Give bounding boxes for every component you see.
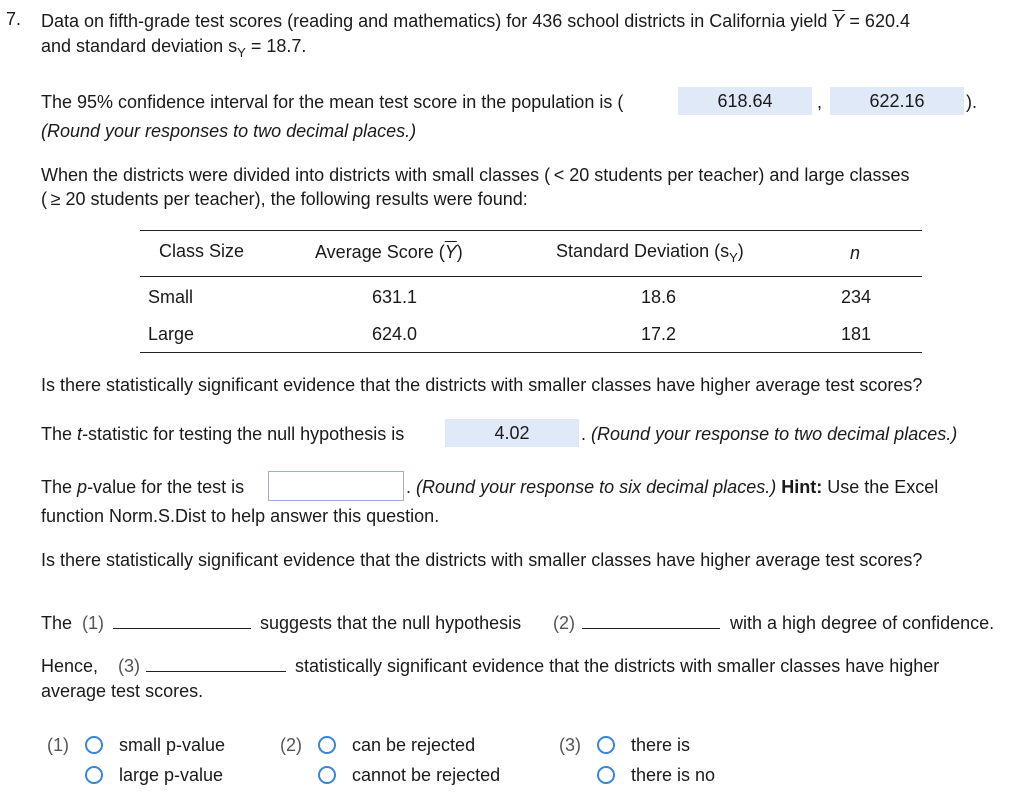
table-header-rule bbox=[140, 276, 922, 277]
option-cannot-be-rejected[interactable]: cannot be rejected bbox=[352, 765, 501, 785]
ci-upper-input[interactable]: 622.16 bbox=[830, 87, 964, 115]
pvalue-input[interactable] bbox=[268, 471, 404, 501]
row-small-class: Small bbox=[148, 287, 194, 307]
table-bottom-rule bbox=[140, 352, 922, 353]
header-n: n bbox=[850, 243, 861, 263]
header-sd-text: Standard Deviation (s bbox=[556, 241, 730, 261]
radio-cannot-be-rejected[interactable] bbox=[318, 766, 336, 784]
tstat-round-note: (Round your response to two decimal places.) bbox=[591, 424, 958, 444]
tstat-note-line bbox=[581, 424, 957, 445]
row-small-n: 234 bbox=[841, 287, 872, 307]
header-ybar-symbol: $\overline{Y}$ bbox=[444, 242, 457, 262]
header-sd-close: ) bbox=[737, 241, 744, 261]
sentence-mid-1: suggests that the null hypothesis bbox=[260, 613, 522, 633]
division-text-2: ( ≥ 20 students per teacher), the following results were found: bbox=[41, 189, 528, 209]
pvalue-the: The bbox=[41, 477, 73, 497]
row-small-sd: 18.6 bbox=[641, 287, 677, 307]
blank-2-label: (2) bbox=[553, 613, 575, 633]
sentence-the: The bbox=[41, 613, 73, 633]
ybar-symbol: $\overline{Y}$ bbox=[832, 11, 845, 31]
pvalue-round-note: (Round your response to six decimal places.) bbox=[416, 477, 777, 497]
row-large-avg: 624.0 bbox=[372, 324, 418, 344]
sentence-line-2: average test scores. bbox=[41, 681, 204, 701]
tstat-input[interactable]: 4.02 bbox=[445, 419, 579, 447]
hint-text: Use the Excel bbox=[827, 477, 939, 497]
ci-lower-input[interactable]: 618.64 bbox=[678, 87, 812, 115]
row-large-class: Large bbox=[148, 324, 195, 344]
table-top-rule bbox=[140, 230, 922, 231]
tstat-dot: . bbox=[581, 424, 587, 444]
option-group-2-label: (2) bbox=[280, 735, 302, 755]
radio-there-is[interactable] bbox=[597, 736, 615, 754]
option-group-3-label: (3) bbox=[559, 735, 581, 755]
ci-comma: , bbox=[817, 92, 823, 112]
pvalue-note-line bbox=[406, 477, 938, 498]
option-group-1-label: (1) bbox=[47, 735, 69, 755]
option-large-p-value[interactable]: large p-value bbox=[119, 765, 224, 785]
question-number: 7. bbox=[6, 9, 22, 29]
pvalue-text bbox=[41, 477, 244, 498]
header-standard-deviation bbox=[556, 241, 744, 265]
header-average-score bbox=[315, 242, 463, 263]
row-small-avg: 631.1 bbox=[372, 287, 418, 307]
tstat-the: The bbox=[41, 424, 73, 444]
sd-subscript: Y bbox=[237, 45, 246, 60]
pvalue-p: p bbox=[77, 477, 88, 497]
option-can-be-rejected[interactable]: can be rejected bbox=[352, 735, 476, 755]
sd-text: and standard deviation s bbox=[41, 36, 238, 56]
blank-2-line[interactable] bbox=[582, 628, 720, 629]
question-line-1 bbox=[41, 11, 910, 32]
mean-value: = 620.4 bbox=[849, 11, 910, 31]
header-avg-text: Average Score ( bbox=[315, 242, 445, 262]
row-large-n: 181 bbox=[841, 324, 872, 344]
tstat-desc: -statistic for testing the null hypothesis is bbox=[82, 424, 405, 444]
blank-1-label: (1) bbox=[82, 613, 104, 633]
option-small-p-value[interactable]: small p-value bbox=[119, 735, 226, 755]
header-avg-close: ) bbox=[456, 242, 463, 262]
evidence-question: Is there statistically significant evidence that the districts with smaller classes have higher average test scores? bbox=[41, 375, 923, 395]
sd-value: = 18.7. bbox=[250, 36, 307, 56]
pvalue-desc: -value for the test is bbox=[87, 477, 245, 497]
question-text-1: Data on fifth-grade test scores (reading and mathematics) for 436 school districts in California yield bbox=[41, 11, 828, 31]
header-sd-subscript: Y bbox=[729, 250, 738, 265]
blank-3-label: (3) bbox=[118, 656, 140, 676]
blank-3-line[interactable] bbox=[146, 671, 286, 672]
ci-text: The 95% confidence interval for the mean test score in the population is ( bbox=[41, 92, 624, 112]
radio-there-is-no[interactable] bbox=[597, 766, 615, 784]
ci-round-note: (Round your responses to two decimal places.) bbox=[41, 121, 417, 141]
radio-large-p-value[interactable] bbox=[85, 766, 103, 784]
radio-can-be-rejected[interactable] bbox=[318, 736, 336, 754]
evidence-question-2: Is there statistically significant evidence that the districts with smaller classes have higher average test scores? bbox=[41, 550, 923, 570]
pvalue-hint-line-2: function Norm.S.Dist to help answer this question. bbox=[41, 506, 440, 526]
division-text-1: When the districts were divided into districts with small classes ( < 20 students per teacher) and large classes bbox=[41, 165, 910, 185]
blank-1-line[interactable] bbox=[113, 628, 251, 629]
ci-close: ). bbox=[966, 92, 977, 112]
option-there-is[interactable]: there is bbox=[631, 735, 691, 755]
hint-label: Hint: bbox=[781, 477, 823, 497]
sentence-mid-2: statistically significant evidence that the districts with smaller classes have higher bbox=[295, 656, 940, 676]
header-class-size: Class Size bbox=[159, 241, 245, 261]
sentence-end-1: with a high degree of confidence. bbox=[730, 613, 995, 633]
radio-small-p-value[interactable] bbox=[85, 736, 103, 754]
pvalue-dot: . bbox=[406, 477, 412, 497]
sentence-hence: Hence, bbox=[41, 656, 99, 676]
tstat-t: t bbox=[77, 424, 83, 444]
tstat-text bbox=[41, 424, 404, 445]
option-there-is-no[interactable]: there is no bbox=[631, 765, 716, 785]
row-large-sd: 17.2 bbox=[641, 324, 677, 344]
question-line-2 bbox=[41, 36, 307, 60]
